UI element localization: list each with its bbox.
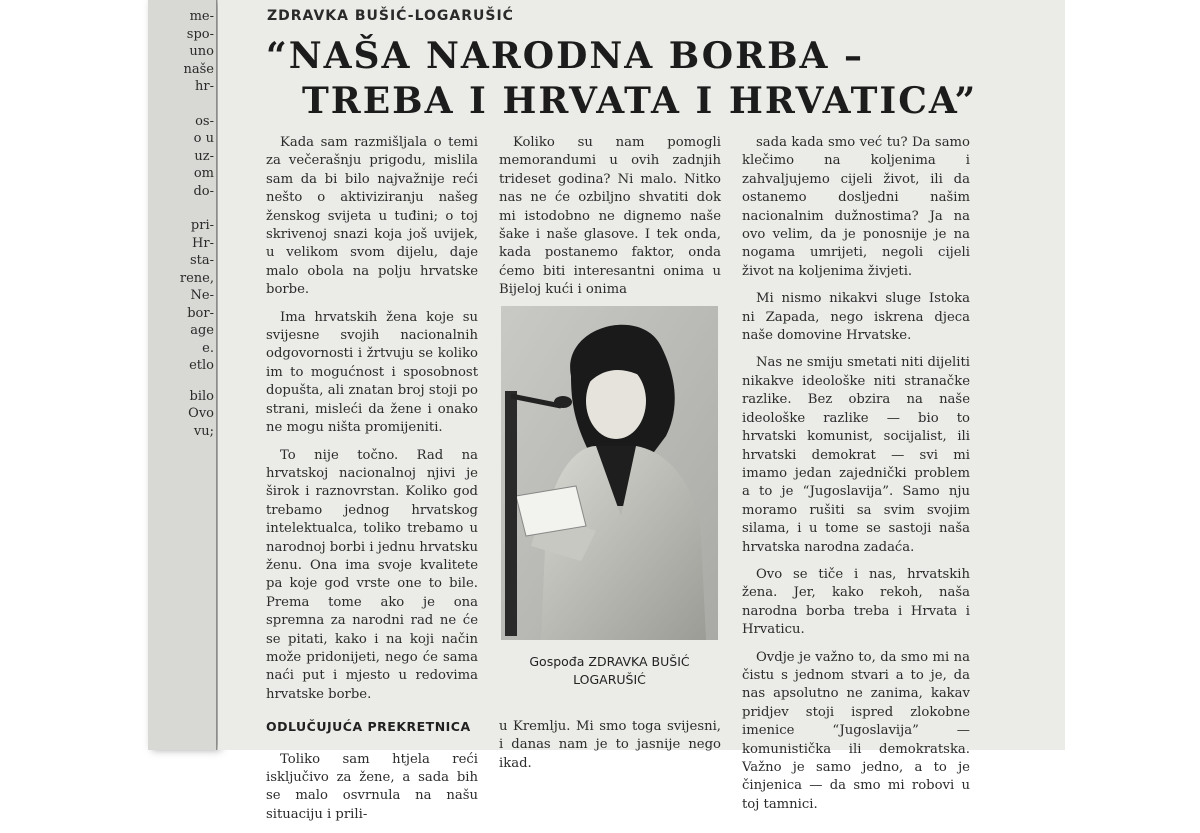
column-2: [499, 134, 721, 309]
prev-line: etlo: [189, 358, 214, 373]
paragraph: Ovo se tiče i nas, hrvatskih žena. Jer, kako rekoh, naša narodna borba treba i Hrvata i Hrvaticu.: [742, 566, 970, 638]
previous-page-text: [154, 8, 214, 440]
paragraph: Koliko su nam pomogli memorandumi u ovih zadnjih trideset godina? Ni malo. Nitko nas ne će ozbiljno shvatiti dok mi istodobno ne dignemo naše šake i naše glasove. I tek onda, kada postanemo faktor, onda ćemo biti interesantni onima u Bijeloj kući i onima: [499, 135, 721, 298]
prev-line: os-: [195, 113, 214, 129]
prev-line: pri-: [190, 218, 214, 233]
column-3: [742, 134, 970, 823]
prev-line: e.: [202, 340, 214, 356]
column-2-continued: [499, 718, 721, 773]
byline: ZDRAVKA BUŠIĆ-LOGARUŠIĆ: [267, 8, 514, 24]
paragraph: Mi nismo nikakvi sluge Istoka ni Zapada, nego iskrena djeca naše domovine Hrvatske.: [742, 291, 970, 344]
prev-line: sta-: [189, 253, 214, 268]
prev-line: Ovo: [188, 406, 214, 421]
headline: [258, 34, 1018, 124]
prev-line: uno: [189, 44, 214, 59]
column-1: [266, 134, 478, 833]
prev-line: o u: [193, 131, 214, 146]
prev-line: om: [193, 166, 214, 181]
prev-line: hr-: [195, 79, 214, 94]
prev-line: uz-: [194, 148, 214, 164]
prev-line: naše: [183, 61, 214, 77]
paragraph: Kada sam razmišljala o temi za večerašnju prigodu, mislila sam da bi bilo najvažnije reći nešto o aktiviziranju našeg ženskog svijeta u tuđini; o toj skrivenoj snazi koja još uvijek, u velikom svom dijelu, daje malo obola na polju hrvatske borbe.: [266, 135, 478, 298]
paragraph: u Kremlju. Mi smo toga svijesni, i danas nam je to jasnije nego ikad.: [499, 719, 721, 771]
prev-line: vu;: [193, 423, 214, 439]
prev-line: do-: [193, 183, 214, 199]
headline-line: TREBA I HRVATA I HRVATICA”: [302, 80, 978, 122]
prev-line: Hr-: [192, 235, 214, 251]
prev-line: bilo: [189, 388, 214, 404]
prev-line: me-: [189, 9, 214, 24]
article-page: [218, 0, 1065, 822]
prev-line: bor-: [187, 305, 214, 321]
prev-line: Ne-: [190, 288, 214, 303]
paragraph: Nas ne smiju smetati niti dijeliti nikakve ideološke niti stranačke razlike. Bez obzira na naše ideološke razlike — bio to hrvatski komunist, socijalist, ili hrvatski demokrat — svi mi imamo jedan zajednički problem a to je “Jugoslavija”. Samo nju moramo rušiti sa svim svojim silama, i u tome se sastoji naša hrvatska narodna zadaća.: [742, 355, 970, 555]
paragraph: Ima hrvatskih žena koje su svijesne svojih nacionalnih odgovornosti i žrtvuju se koliko im to mogućnost i sposobnost dopušta, ali znatan broj stoji po strani, misleći da žene i onako ne mogu ništa promijeniti.: [266, 309, 478, 436]
paragraph: Toliko sam htjela reći isključivo za žene, a sada bih se malo osvrnula na našu situaciju i prili-: [266, 751, 478, 822]
photo-caption: [501, 653, 718, 689]
paragraph: Ovdje je važno to, da smo mi na čistu s jednom stvari a to je, da nas apsolutno ne zanima, kakav pridjev stoji ispred zlokobne imenice “Jugoslavija” — komunistička ili demokratska. Važno je samo jedno, a to je činjenica — da smo mi robovi u toj tamnici.: [742, 649, 970, 812]
scanned-page-photo: [148, 0, 1065, 822]
speaker-photo-graphic: [501, 306, 718, 640]
paragraph: sada kada smo već tu? Da samo klečimo na koljenima i zahvaljujemo cijeli život, ili da ostanemo dosljedni našim nacionalnim dužnostima? Ja na ovo velim, da je ponosnije je na nogama umrijeti, negoli cijeli život na koljenima živjeti.: [742, 135, 970, 279]
subheading: ODLUČUJUĆA PREKRETNICA: [266, 719, 471, 735]
caption-line: [501, 653, 718, 689]
previous-page-edge: [148, 0, 217, 750]
paragraph: To nije točno. Rad na hrvatskoj nacionalnoj njivi je širok i raznovrstan. Koliko god trebamo jednog hrvatskog intelektualca, toliko trebamo u narodnoj borbi i jednu hrvatsku ženu. Ona ima svoje kvalitete pa koje god vrste one to bile. Prema tome ako je ona spremna za narodni rad ne će se pitati, kako i na koji način može pridonijeti, nego će sama naći put i mjesto u redovima hrvatske borbe.: [266, 447, 478, 702]
caption-name: ZDRAVKA BUŠIĆ LOGARUŠIĆ: [573, 654, 690, 687]
prev-line: rene,: [179, 270, 214, 286]
prev-line: age: [190, 323, 214, 338]
speaker-photo: [501, 306, 718, 640]
headline-line: “NAŠA NARODNA BORBA –: [266, 35, 864, 77]
caption-prefix: Gospođa: [529, 654, 585, 669]
prev-line: spo-: [186, 26, 214, 42]
